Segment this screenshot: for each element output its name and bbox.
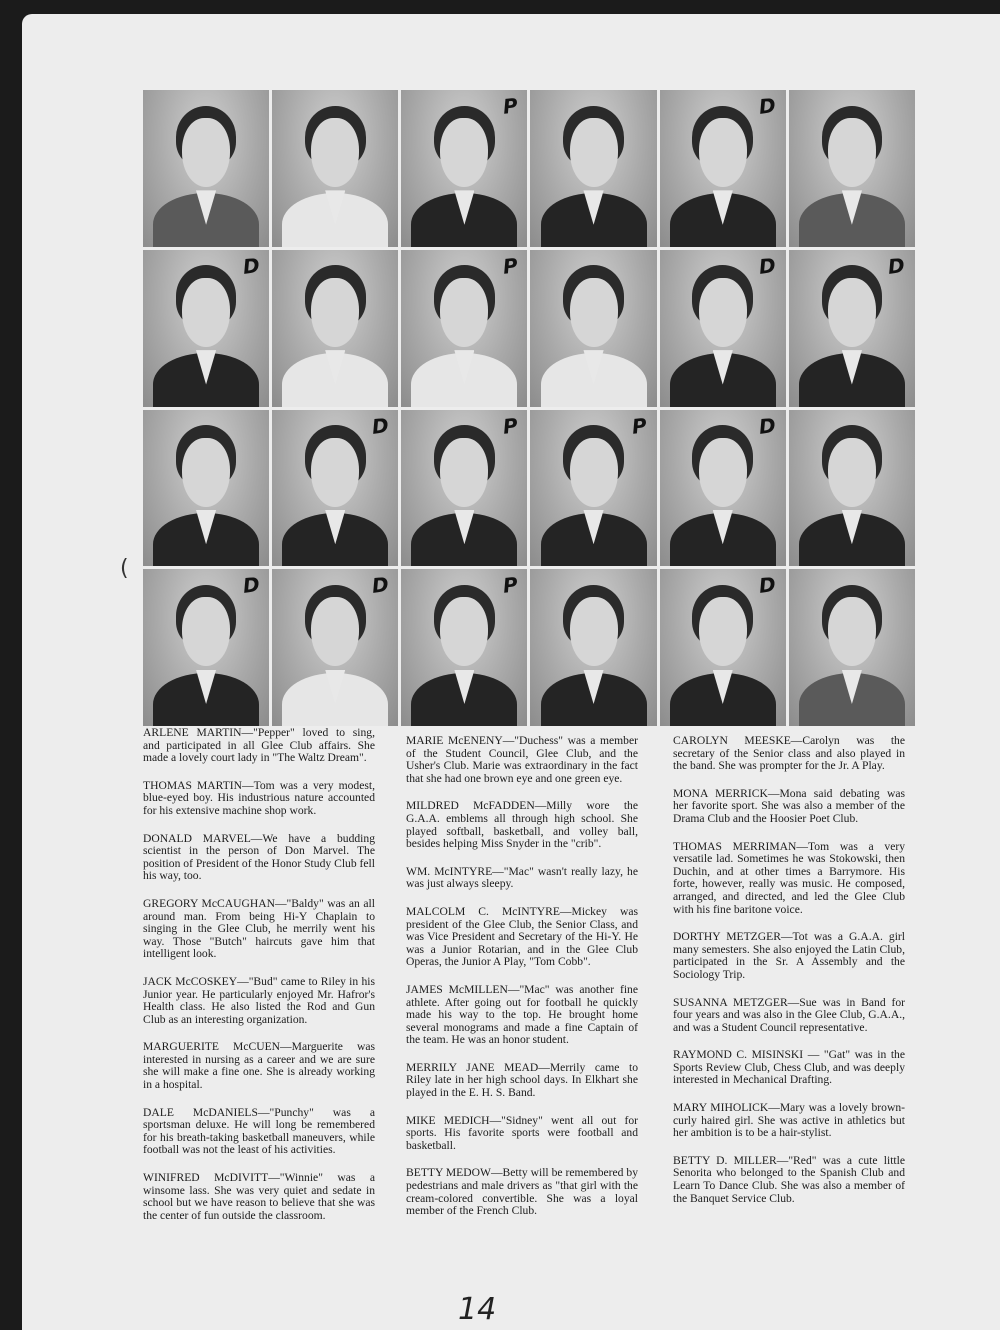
pencil-mark: P	[501, 253, 519, 279]
student-portrait	[272, 90, 398, 247]
student-portrait	[530, 250, 656, 407]
student-portrait	[401, 90, 527, 247]
portrait-face	[440, 278, 488, 347]
student-portrait	[660, 569, 786, 726]
student-portrait	[789, 569, 915, 726]
student-portrait	[143, 90, 269, 247]
student-portrait	[401, 410, 527, 567]
student-portrait	[272, 250, 398, 407]
portrait-face	[828, 278, 876, 347]
student-portrait	[143, 569, 269, 726]
student-portrait	[530, 410, 656, 567]
student-portrait	[272, 569, 398, 726]
student-portrait	[530, 569, 656, 726]
student-bio: BETTY MEDOW—Betty will be remembered by pedestrians and male drivers as "that girl with the cream-colored convertible. She was a loyal member of the French Club.	[406, 1166, 638, 1218]
portrait-grid	[143, 90, 915, 726]
student-bio: CAROLYN MEESKE—Carolyn was the secretary of the Senior class and also played in the band. She was prompter for the Jr. A Play.	[673, 734, 905, 773]
pencil-mark: P	[501, 412, 519, 439]
student-portrait	[401, 250, 527, 407]
student-portrait	[660, 410, 786, 567]
student-portrait	[530, 90, 656, 247]
pencil-mark: P	[501, 572, 519, 598]
pencil-mark: D	[241, 572, 261, 599]
pencil-mark: D	[758, 93, 778, 119]
student-bio: THOMAS MERRIMAN—Tom was a very versatile lad. Sometimes he was Stokowski, then Duchin, and at other times a Barrymore. His forte, however, really was music. He composed, arranged, and directed, and led the Glee Club with his fine baritone voice.	[673, 839, 905, 916]
student-bio: THOMAS MARTIN—Tom was a very modest, blue-eyed boy. His industrious nature accounted for his extensive machine shop work.	[143, 778, 375, 817]
portrait-face	[182, 438, 230, 507]
bio-column-middle	[406, 735, 638, 1233]
portrait-face	[570, 278, 618, 347]
pencil-mark: P	[501, 93, 519, 119]
portrait-face	[570, 597, 618, 666]
student-bio: ARLENE MARTIN—"Pepper" loved to sing, and participated in all Glee Club affairs. She made a lovely court lady in "The Waltz Dream".	[143, 726, 375, 765]
student-bio: RAYMOND C. MISINSKI — "Gat" was in the Sports Review Club, Chess Club, and was deeply interested in Mechanical Drafting.	[673, 1048, 905, 1087]
student-portrait	[660, 90, 786, 247]
pencil-mark: D	[241, 252, 261, 279]
page-number: 14	[458, 1292, 497, 1327]
portrait-face	[311, 438, 359, 507]
biography-columns	[143, 727, 915, 1287]
portrait-face	[311, 597, 359, 666]
portrait-face	[828, 438, 876, 507]
student-portrait	[143, 250, 269, 407]
portrait-face	[699, 278, 747, 347]
portrait-face	[440, 438, 488, 507]
student-bio: BETTY D. MILLER—"Red" was a cute little Senorita who belonged to the Spanish Club and Learn To Dance Club. She was also a member of the Banquet Service Club.	[673, 1153, 905, 1205]
pencil-mark: D	[370, 572, 390, 599]
portrait-face	[828, 597, 876, 666]
student-bio: JAMES McMILLEN—"Mac" was another fine athlete. After going out for football he quickly made his way to the top. He brought home several monograms and made a fine Captain of the team. He was an honor student.	[406, 982, 638, 1047]
portrait-face	[182, 118, 230, 187]
student-bio: JACK McCOSKEY—"Bud" came to Riley in his Junior year. He particularly enjoyed Mr. Hafror's Health class. He also listed the Rod and Gun Club as an interesting organization.	[143, 974, 375, 1026]
portrait-face	[570, 438, 618, 507]
portrait-face	[182, 597, 230, 666]
portrait-face	[699, 438, 747, 507]
student-portrait	[789, 250, 915, 407]
student-bio: MONA MERRICK—Mona said debating was her favorite sport. She was also a member of the Drama Club and the Hoosier Poet Club.	[673, 786, 905, 825]
student-bio: MARGUERITE McCUEN—Marguerite was interested in nursing as a career and we are sure she will make a fine one. She is already working in a hospital.	[143, 1040, 375, 1092]
bio-column-left	[143, 727, 375, 1237]
pencil-mark: D	[758, 412, 778, 439]
portrait-face	[699, 118, 747, 187]
student-bio: MILDRED McFADDEN—Milly wore the G.A.A. emblems all through high school. She played softball, basketball, and volley ball, besides helping Miss Snyder in the "crib".	[406, 799, 638, 851]
student-bio: DORTHY METZGER—Tot was a G.A.A. girl many semesters. She also enjoyed the Latin Club, participated in the Sr. A Assembly and the Sociology Trip.	[673, 930, 905, 981]
pencil-mark: D	[758, 252, 778, 279]
student-portrait	[272, 410, 398, 567]
portrait-face	[182, 278, 230, 347]
student-bio: WM. McINTYRE—"Mac" wasn't really lazy, he was just always sleepy.	[406, 864, 638, 891]
pencil-mark: D	[887, 252, 907, 279]
student-bio: SUSANNA METZGER—Sue was in Band for four years and was also in the Glee Club, G.A.A., and was a Student Council representative.	[673, 995, 905, 1034]
student-bio: MERRILY JANE MEAD—Merrily came to Riley late in her high school days. In Elkhart she played in the E. H. S. Band.	[406, 1060, 638, 1100]
portrait-face	[311, 118, 359, 187]
portrait-face	[440, 118, 488, 187]
student-bio: MALCOLM C. McINTYRE—Mickey was president of the Glee Club, the Senior Class, and was Vice President and Secretary of the Hi-Y. He was a Junior Rotarian, and in the Glee Club Operas, the Junior A Play, "Tom Cobb".	[406, 904, 638, 969]
student-bio: DONALD MARVEL—We have a budding scientist in the person of Don Marvel. The position of President of the Honor Study Club fell his way, too.	[143, 831, 375, 883]
student-portrait	[789, 90, 915, 247]
bio-column-right	[673, 735, 905, 1220]
portrait-face	[699, 597, 747, 666]
portrait-face	[828, 118, 876, 187]
student-bio: DALE McDANIELS—"Punchy" was a sportsman deluxe. He will long be remembered for his breath-taking basketball maneuvers, while football was not the least of his activities.	[143, 1105, 375, 1157]
portrait-face	[311, 278, 359, 347]
student-portrait	[401, 569, 527, 726]
pencil-mark: P	[630, 412, 648, 439]
student-portrait	[143, 410, 269, 567]
pencil-mark: D	[370, 412, 390, 439]
student-bio: GREGORY McCAUGHAN—"Baldy" was an all around man. From being Hi-Y Chaplain to singing in the Glee Club, he merrily went his way. Those "Butch" haircuts gave him that intelligent look.	[143, 896, 375, 961]
student-bio: WINIFRED McDIVITT—"Winnie" was a winsome lass. She was very quiet and sedate in school but we have reason to believe that she was the center of fun outside the classroom.	[143, 1171, 375, 1222]
portrait-face	[440, 597, 488, 666]
student-bio: MARIE McENENY—"Duchess" was a member of the Student Council, Glee Club, and the Usher's Club. Marie was extraordinary in the fact that she had one brown eye and one green eye.	[406, 734, 638, 785]
portrait-face	[570, 118, 618, 187]
margin-pencil-mark: (	[120, 556, 129, 581]
student-portrait	[789, 410, 915, 567]
student-portrait	[660, 250, 786, 407]
student-bio: MIKE MEDICH—"Sidney" went all out for sports. His favorite sports were football and basketball.	[406, 1113, 638, 1152]
student-bio: MARY MIHOLICK—Mary was a lovely brown-curly haired girl. She was active in athletics but her ambition is to be a hair-stylist.	[673, 1101, 905, 1140]
pencil-mark: D	[758, 572, 778, 599]
